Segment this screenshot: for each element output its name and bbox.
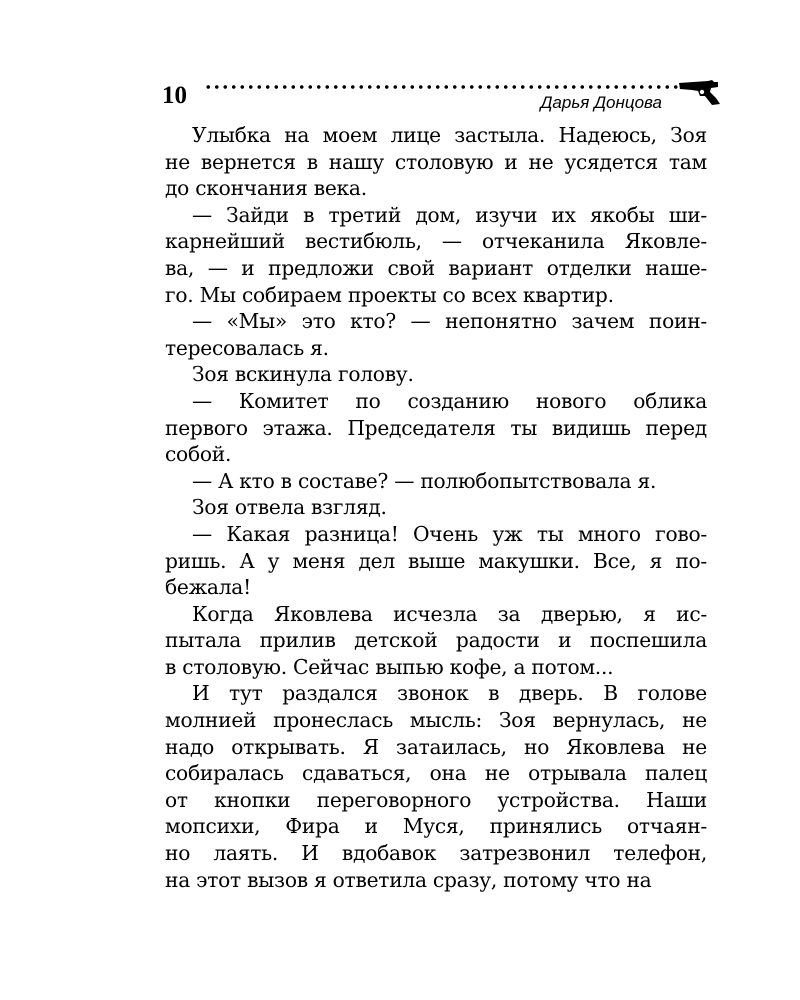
text-line: бежала!	[165, 575, 251, 600]
text-line: надо открывать. Я затаилась, но Яковлева не	[165, 734, 707, 759]
text-line: Когда Яковлева исчезла за дверью, я ис-	[192, 601, 707, 626]
text-line: мопсихи, Фира и Муся, принялись отчаян-	[165, 814, 707, 839]
text-line: И тут раздался звонок в дверь. В голове	[192, 681, 707, 706]
paragraph	[165, 122, 707, 202]
paragraph	[165, 202, 707, 308]
text-line: Улыбка на моем лице застыла. Надеюсь, Зоя	[192, 123, 707, 147]
text-line: — Комитет по созданию нового облика	[192, 388, 707, 413]
text-line: — Какая разница! Очень уж ты много гово-	[192, 521, 707, 546]
paragraph	[165, 361, 707, 388]
paragraph	[165, 680, 707, 893]
paragraph	[165, 521, 707, 601]
text-line: от кнопки переговорного устройства. Наши	[165, 787, 707, 812]
text-line: но лаять. И вдобавок затрезвонил телефон,	[165, 841, 707, 866]
text-line: в столовую. Сейчас выпью кофе, а потом...	[165, 654, 614, 679]
dotted-leader	[204, 84, 678, 90]
text-line: Зоя вскинула голову.	[192, 362, 414, 387]
text-line: — «Мы» это кто? — непонятно зачем поин-	[192, 309, 707, 334]
author-name: Дарья Донцова	[540, 93, 662, 112]
text-line: — Зайди в третий дом, изучи их якобы ши-	[192, 202, 707, 227]
text-line: собой.	[165, 442, 232, 467]
text-line: ришь. А у меня дел выше макушки. Все, я по-	[165, 548, 707, 573]
text-line: первого этажа. Председателя ты видишь перед	[165, 415, 707, 440]
page-number: 10	[162, 82, 187, 109]
text-line: молнией пронеслась мысль: Зоя вернулась, не	[165, 708, 707, 733]
paragraph	[165, 388, 707, 468]
paragraph	[165, 308, 707, 361]
running-header	[162, 76, 722, 116]
text-line: на этот вызов я ответила сразу, потому что на	[165, 867, 652, 892]
body-text	[165, 122, 707, 893]
text-line: го. Мы собираем проекты со всех квартир.	[165, 282, 614, 307]
text-line: пытала прилив детской радости и поспешила	[165, 628, 707, 653]
text-line: не вернется в нашу столовую и не усядется там	[165, 149, 707, 174]
paragraph	[165, 601, 707, 681]
text-line: ва, — и предложи свой вариант отделки наше-	[165, 255, 707, 280]
revolver-icon	[678, 80, 722, 106]
paragraph	[165, 468, 707, 495]
text-line: тересовалась я.	[165, 335, 329, 360]
text-line: до скончания века.	[165, 176, 367, 201]
text-line: карнейший вестибюль, — отчеканила Яковле-	[165, 229, 707, 254]
paragraph	[165, 494, 707, 521]
text-line: собиралась сдаваться, она не отрывала палец	[165, 761, 707, 786]
text-line: — А кто в составе? — полюбопытствовала я.	[192, 468, 657, 493]
text-line: Зоя отвела взгляд.	[192, 495, 387, 520]
